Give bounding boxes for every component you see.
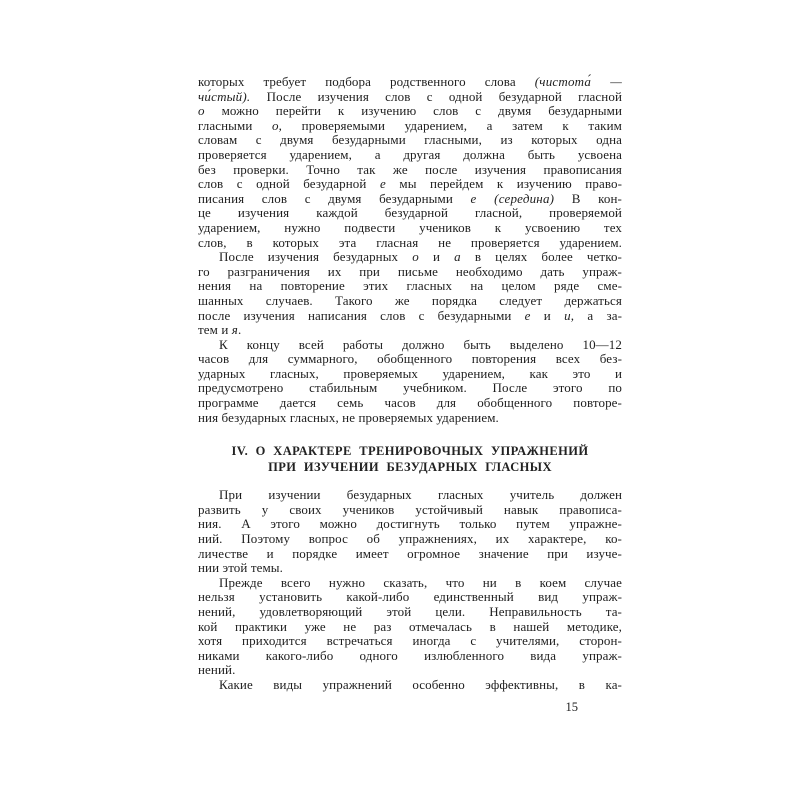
section-heading-line-2: ПРИ ИЗУЧЕНИИ БЕЗУДАРНЫХ ГЛАСНЫХ xyxy=(268,459,552,474)
text-line: После изучения безударных о и а в целях более четко- xyxy=(219,249,622,265)
text-line: тем и я. xyxy=(198,322,242,338)
body-text-block-2 xyxy=(198,488,622,692)
text-line: развить у своих учеников устойчивый навык правописа- xyxy=(198,501,622,517)
text-line: це изучения каждой безударной гласной, проверяемой xyxy=(198,205,622,221)
text-line: Какие виды упражнений особенно эффективны, в ка- xyxy=(219,676,622,692)
text-line: К концу всей работы должно быть выделено 10—12 xyxy=(219,336,622,352)
text-line: нений. xyxy=(198,662,236,678)
text-line: нельзя установить какой-либо единственный вид упраж- xyxy=(198,589,622,605)
text-line: писания слов с двумя безударными е (середина) В кон- xyxy=(198,190,622,206)
section-heading xyxy=(198,444,622,475)
page-number: 15 xyxy=(565,699,578,714)
text-line: слов, в которых эта гласная не проверяется ударением. xyxy=(198,234,622,250)
text-line: ния. А этого можно достигнуть только путем упражне- xyxy=(198,516,622,532)
text-line: го разграничения их при письме необходимо дать упраж- xyxy=(198,263,622,279)
text-line: шанных случаев. Такого же порядка следует держаться xyxy=(198,292,622,308)
text-line: слов с одной безударной е мы перейдем к изучению право- xyxy=(198,176,622,192)
body-text-block-1 xyxy=(198,75,622,425)
text-line: гласными о, проверяемыми ударением, а затем к таким xyxy=(198,117,622,133)
text-line: ния безударных гласных, не проверяемых ударением. xyxy=(198,409,499,425)
text-line: предусмотрено стабильным учебником. После этого по xyxy=(198,380,622,396)
text-line: хотя приходится встречаться иногда с учителями, сторон- xyxy=(198,633,622,649)
text-line: При изучении безударных гласных учитель должен xyxy=(219,487,622,503)
text-line: нения на повторение этих гласных на целом ряде сме- xyxy=(198,278,622,294)
text-line: ударных гласных, проверяемых ударением, как это и xyxy=(198,365,622,381)
text-line: о можно перейти к изучению слов с двумя безударными xyxy=(198,103,622,119)
text-line: нии этой темы. xyxy=(198,560,283,576)
text-line: Прежде всего нужно сказать, что ни в коем случае xyxy=(219,574,622,590)
text-line: ний. Поэтому вопрос об упражнениях, их характере, ко- xyxy=(198,531,622,547)
text-line: которых требует подбора родственного слова (чистота́ — xyxy=(198,74,623,89)
section-heading-line-1: IV. О ХАРАКТЕРЕ ТРЕНИРОВОЧНЫХ УПРАЖНЕНИЙ xyxy=(231,444,589,459)
text-column xyxy=(198,75,622,715)
text-line: словам с двумя безударными гласными, из которых одна xyxy=(198,132,622,148)
text-line: программе дается семь часов для обобщенного повторе- xyxy=(198,395,622,411)
text-line: чи́стый). После изучения слов с одной безударной гласной xyxy=(198,88,622,104)
text-line: часов для суммарного, обобщенного повторения всех без- xyxy=(198,351,622,367)
text-line: без проверки. Точно так же после изучения правописания xyxy=(198,161,622,177)
text-line: никами какого-либо одного излюбленного вида упраж- xyxy=(198,647,622,663)
text-line: нений, удовлетворяющий этой цели. Неправильность та- xyxy=(198,604,622,619)
text-line: кой практики уже не раз отмечалась в нашей методике, xyxy=(198,618,622,634)
text-line: ударением, нужно подвести учеников к усвоению тех xyxy=(198,219,622,235)
text-line: проверяется ударением, а другая должна быть усвоена xyxy=(198,146,622,162)
text-line: личестве и порядке имеет огромное значение при изуче- xyxy=(198,545,622,561)
text-line: после изучения написания слов с безударными е и и, а за- xyxy=(198,307,622,323)
